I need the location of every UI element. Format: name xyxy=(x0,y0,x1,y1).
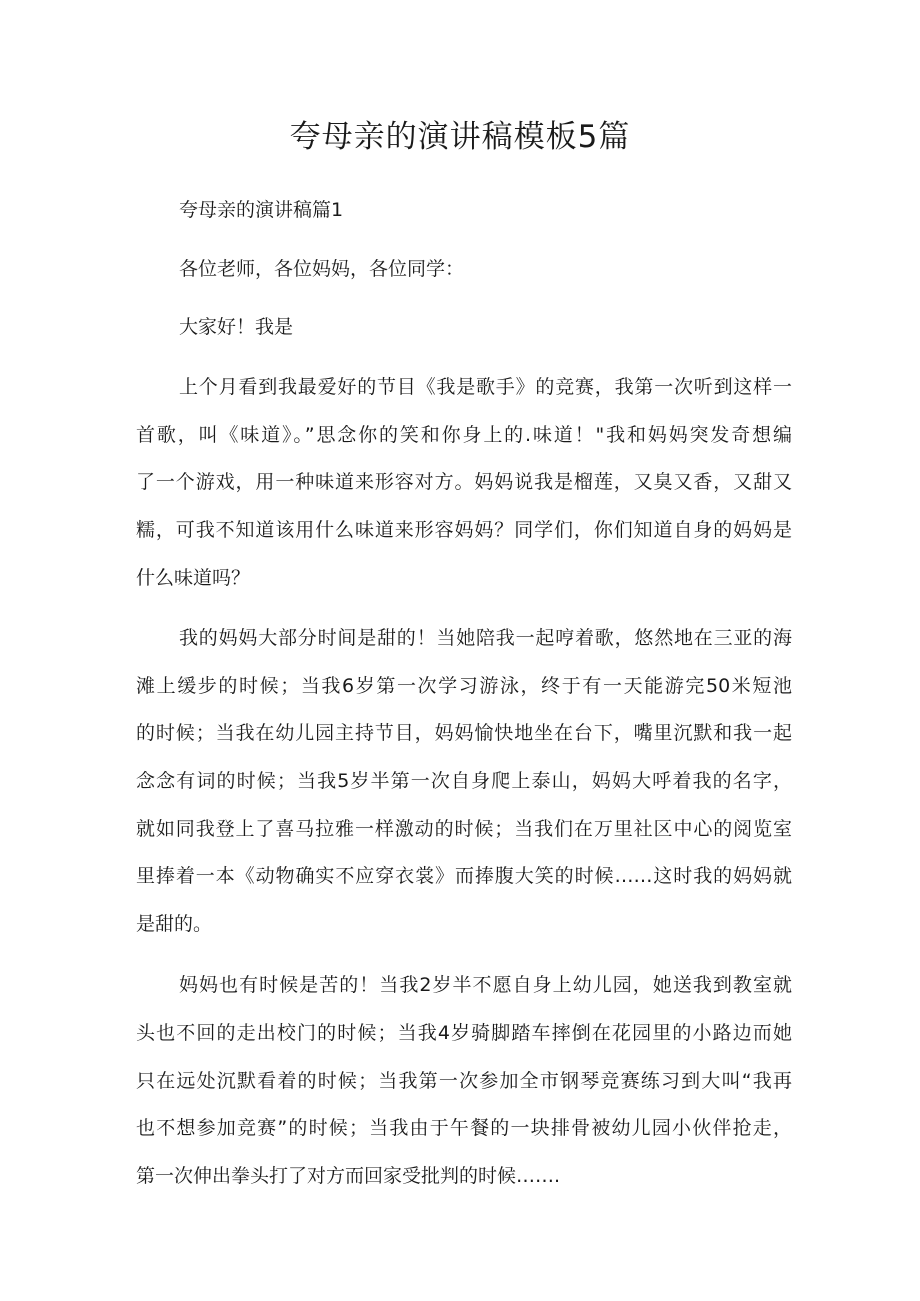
paragraph-1-line: 糯，可我不知道该用什么味道来形容妈妈？同学们，你们知道自身的妈妈是 xyxy=(136,519,792,541)
paragraph-1-line: 上个月看到我最爱好的节目《我是歌手》的竞赛，我第一次听到这样一 xyxy=(179,376,792,398)
paragraph-3-line: 第一次伸出拳头打了对方而回家受批判的时候……. xyxy=(136,1165,561,1187)
paragraph-1-line: 什么味道吗？ xyxy=(136,567,251,589)
paragraph-3-line: 妈妈也有时候是苦的！当我2岁半不愿自身上幼儿园，她送我到教室就 xyxy=(179,974,792,996)
section-heading: 夸母亲的演讲稿篇1 xyxy=(179,199,344,221)
paragraph-2-line: 的时候；当我在幼儿园主持节目，妈妈愉快地坐在台下，嘴里沉默和我一起 xyxy=(136,722,792,744)
paragraph-2-line: 就如同我登上了喜马拉雅一样激动的时候；当我们在万里社区中心的阅览室 xyxy=(136,818,792,840)
paragraph-3-line: 头也不回的走出校门的时候；当我4岁骑脚踏车摔倒在花园里的小路边而她 xyxy=(136,1022,792,1044)
document-title: 夸母亲的演讲稿模板5篇 xyxy=(289,119,631,155)
paragraph-3-line: 也不想参加竞赛”的时候；当我由于午餐的一块排骨被幼儿园小伙伴抢走， xyxy=(136,1117,792,1139)
paragraph-2-line: 念念有词的时候；当我5岁半第一次自身爬上泰山，妈妈大呼着我的名字， xyxy=(136,770,792,792)
paragraph-2-line: 是甜的。 xyxy=(136,913,213,935)
paragraph-2-line: 我的妈妈大部分时间是甜的！当她陪我一起哼着歌，悠然地在三亚的海 xyxy=(179,627,792,649)
paragraph-1-line: 首歌，叫《味道》。”思念你的笑和你身上的.味道！"我和妈妈突发奇想编 xyxy=(136,424,792,446)
paragraph-2-line: 里捧着一本《动物确实不应穿衣裳》而捧腹大笑的时候……这时我的妈妈就 xyxy=(136,865,792,887)
intro-line: 大家好！我是 xyxy=(179,316,294,338)
paragraph-3-line: 只在远处沉默看着的时候；当我第一次参加全市钢琴竞赛练习到大叫“我再 xyxy=(136,1070,792,1092)
paragraph-2-line: 滩上缓步的时候；当我6岁第一次学习游泳，终于有一天能游完50米短池 xyxy=(136,675,792,697)
paragraph-1-line: 了一个游戏，用一种味道来形容对方。妈妈说我是榴莲，又臭又香，又甜又 xyxy=(136,471,792,493)
greeting: 各位老师，各位妈妈，各位同学： xyxy=(179,258,465,280)
